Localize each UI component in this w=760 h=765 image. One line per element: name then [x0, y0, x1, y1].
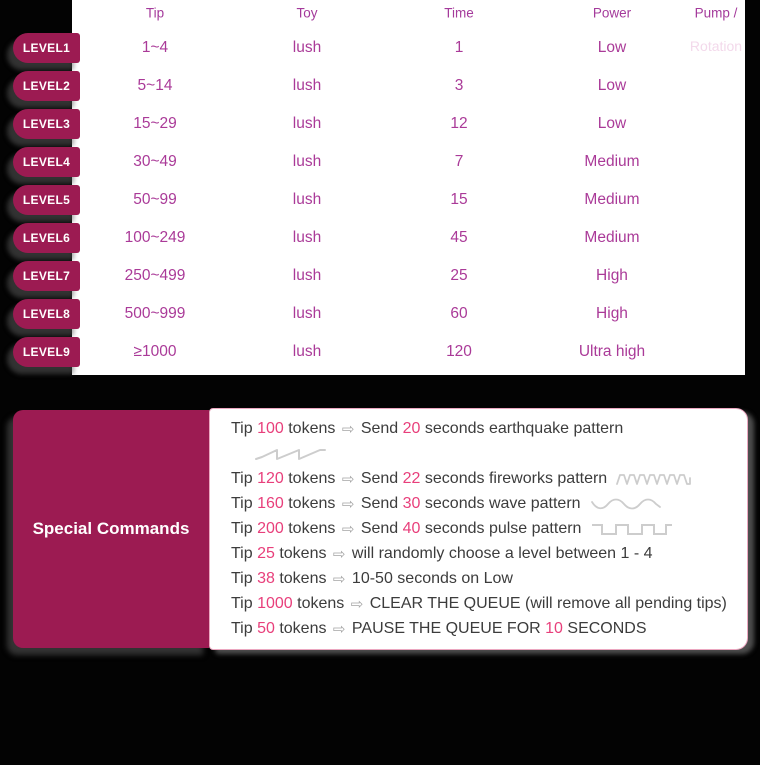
cell-power: High [596, 305, 628, 322]
command-text-segment: tokens [283, 494, 340, 512]
cell-time: 12 [450, 115, 468, 132]
cell-power: Ultra high [578, 343, 646, 360]
cell-toy: lush [292, 229, 322, 246]
command-text-segment: 160 [257, 494, 284, 512]
cell-toy: lush [292, 305, 322, 322]
command-text-segment: Tip [231, 519, 258, 537]
column-header-time: Time [444, 5, 474, 21]
wave-pattern-icon [590, 496, 662, 512]
cell-toy: lush [292, 153, 322, 170]
cell-power: High [596, 267, 628, 284]
levels-table [0, 0, 760, 375]
special-commands-label-panel [13, 410, 209, 648]
level-badge: LEVEL2 [13, 71, 80, 101]
command-line [231, 466, 747, 491]
command-line [231, 591, 747, 616]
command-text-segment: 100 [257, 419, 284, 437]
command-line [231, 616, 747, 641]
cell-toy: lush [292, 191, 322, 208]
cell-power: Low [597, 77, 627, 94]
cell-tip: 30~49 [133, 153, 177, 170]
command-text-segment: CLEAR THE QUEUE (will remove all pending tips) [365, 594, 727, 612]
command-text-segment: tokens [283, 419, 340, 437]
command-text-segment: 1000 [257, 594, 293, 612]
command-text-segment: seconds wave pattern [420, 494, 581, 512]
cell-power: Low [597, 39, 627, 56]
command-text-segment: PAUSE THE QUEUE FOR [347, 619, 546, 637]
cell-power: Medium [584, 191, 640, 208]
cell-toy: lush [292, 343, 322, 360]
command-text-segment: Tip [231, 469, 258, 487]
command-line [231, 416, 747, 441]
right-arrow-icon: ⇨ [341, 495, 355, 513]
cell-tip: 250~499 [124, 267, 186, 284]
command-text-segment: Send [356, 419, 403, 437]
command-text-segment: Tip [231, 494, 258, 512]
cell-time: 3 [454, 77, 464, 94]
command-text-segment: tokens [274, 544, 331, 562]
command-text-segment: 20 [402, 419, 421, 437]
command-line [231, 516, 747, 541]
pump-rotation-faint-label: Rotation [689, 38, 743, 54]
cell-toy: lush [292, 267, 322, 284]
command-text-segment: seconds pulse pattern [420, 519, 582, 537]
right-arrow-icon: ⇨ [341, 470, 355, 488]
pulse-pattern-icon [590, 521, 674, 537]
cell-power: Medium [584, 153, 640, 170]
column-header-tip: Tip [145, 5, 165, 21]
command-text-segment: tokens [283, 519, 340, 537]
level-badge: LEVEL3 [13, 109, 80, 139]
command-text-segment: 10-50 seconds on Low [347, 569, 513, 587]
cell-tip: 50~99 [133, 191, 177, 208]
cell-tip: 500~999 [124, 305, 186, 322]
command-text-segment: 200 [257, 519, 284, 537]
level-badge: LEVEL4 [13, 147, 80, 177]
command-text-segment: tokens [283, 469, 340, 487]
level-badge: LEVEL8 [13, 299, 80, 329]
command-text-segment: will randomly choose a level between 1 - 4 [347, 544, 653, 562]
command-text-segment: 50 [257, 619, 275, 637]
command-text-segment: 10 [545, 619, 563, 637]
cell-tip: 1~4 [141, 39, 169, 56]
right-arrow-icon: ⇨ [332, 545, 346, 563]
command-text-segment: Tip [231, 544, 258, 562]
level-badge: LEVEL6 [13, 223, 80, 253]
command-text-segment: Tip [231, 619, 258, 637]
command-text-segment: SECONDS [562, 619, 647, 637]
column-header-power: Power [592, 5, 632, 21]
cell-tip: 5~14 [137, 77, 173, 94]
command-line [231, 541, 747, 566]
cell-time: 60 [450, 305, 468, 322]
cell-tip: ≥1000 [133, 343, 177, 360]
command-text-segment: seconds earthquake pattern [420, 419, 624, 437]
special-commands-box [209, 408, 748, 650]
cell-power: Medium [584, 229, 640, 246]
right-arrow-icon: ⇨ [350, 595, 364, 613]
cell-tip: 15~29 [133, 115, 177, 132]
special-commands-section [0, 408, 760, 650]
command-text-segment: tokens [274, 619, 331, 637]
cell-power: Low [597, 115, 627, 132]
right-arrow-icon: ⇨ [341, 420, 355, 438]
command-text-segment: 25 [257, 544, 275, 562]
cell-time: 25 [450, 267, 468, 284]
cell-time: 7 [454, 153, 464, 170]
command-text-segment: Send [356, 469, 403, 487]
command-text-segment: 40 [402, 519, 421, 537]
level-badge: LEVEL9 [13, 337, 80, 367]
level-badge: LEVEL5 [13, 185, 80, 215]
column-header-toy: Toy [296, 5, 318, 21]
right-arrow-icon: ⇨ [332, 620, 346, 638]
cell-tip: 100~249 [124, 229, 186, 246]
column-header-pump: Pump / [694, 5, 738, 21]
command-text-segment: 30 [402, 494, 421, 512]
level-badge: LEVEL1 [13, 33, 80, 63]
right-arrow-icon: ⇨ [332, 570, 346, 588]
cell-time: 15 [450, 191, 468, 208]
command-line [231, 491, 747, 516]
right-arrow-icon: ⇨ [341, 520, 355, 538]
command-text-segment: Send [356, 494, 403, 512]
fireworks-pattern-icon [616, 470, 698, 488]
command-text-segment: 38 [257, 569, 275, 587]
cell-toy: lush [292, 115, 322, 132]
level-badge: LEVEL7 [13, 261, 80, 291]
pattern-icon-line [231, 441, 747, 466]
command-line [231, 566, 747, 591]
cell-time: 120 [446, 343, 472, 360]
command-text-segment: Tip [231, 594, 258, 612]
command-text-segment: Tip [231, 419, 258, 437]
cell-toy: lush [292, 39, 322, 56]
cell-toy: lush [292, 77, 322, 94]
command-text-segment: Send [356, 519, 403, 537]
cell-time: 45 [450, 229, 468, 246]
command-text-segment: seconds fireworks pattern [420, 469, 608, 487]
cell-time: 1 [454, 39, 464, 56]
command-text-segment: Tip [231, 569, 258, 587]
earthquake-pattern-icon [254, 446, 330, 462]
special-commands-title: Special Commands [32, 519, 190, 538]
command-text-segment: tokens [292, 594, 349, 612]
command-text-segment: 22 [402, 469, 421, 487]
command-text-segment: 120 [257, 469, 284, 487]
command-text-segment: tokens [274, 569, 331, 587]
